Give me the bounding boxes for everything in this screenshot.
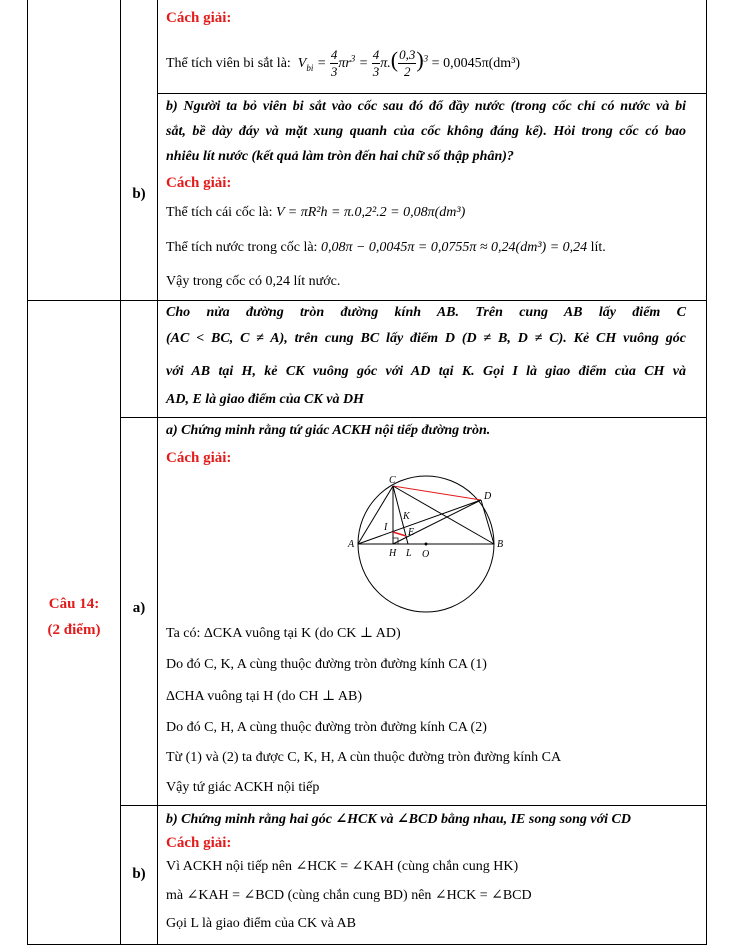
solution-heading: Cách giải: (166, 175, 232, 191)
conclusion-line: Vậy trong cốc có 0,24 lít nước. (166, 274, 341, 289)
solution-heading: Cách giải: (166, 835, 232, 851)
point-label: L (406, 548, 412, 559)
segment-ie (393, 532, 406, 536)
center-point (425, 543, 428, 546)
question-a: a) Chứng minh rằng tứ giác ACKH nội tiếp đường tròn. (166, 423, 491, 438)
point-label: E (408, 527, 415, 538)
part-label-a: a) (132, 600, 146, 616)
point-label: I (384, 522, 388, 533)
point-label: C (389, 475, 396, 486)
point-label: D (484, 491, 492, 502)
proof-b-line-1: Vì ACKH nội tiếp nên ∠HCK = ∠KAH (cùng chắn cung HK) (166, 859, 519, 874)
volume-ball-formula: = 0,0045π(dm³) (431, 56, 521, 71)
proof-a-line-2: Do đó C, K, A cùng thuộc đường tròn đường kính CA (1) (166, 657, 487, 672)
problem-line-3: với AB tại H, kẻ CK vuông góc với AD tại K. Gọi I là giao điểm của CH và (166, 364, 686, 379)
column-divider-2 (157, 0, 158, 944)
solution-table (27, 0, 707, 945)
problem-line-4: AD, E là giao điểm của CK và DH (166, 392, 364, 407)
volume-ball-line (166, 47, 520, 80)
water-volume-line (166, 240, 606, 256)
question-b-line-3: nhiêu lít nước (kết quả làm tròn đến hai chữ số thập phân)? (166, 149, 514, 164)
part-label-b: b) (132, 186, 146, 202)
point-label: O (422, 549, 430, 560)
proof-a-line-5: Từ (1) và (2) ta được C, K, H, A cùn thuộc đường tròn đường kính CA (166, 750, 562, 765)
proof-a-line-3: ΔCHA vuông tại H (do CH ⊥ AB) (166, 689, 363, 704)
point-label: A (348, 539, 355, 550)
segment-hd (393, 500, 481, 544)
cup-volume-text: Thể tích cái cốc là: (166, 205, 273, 220)
row-divider (120, 417, 706, 418)
point-label: K (403, 511, 410, 522)
part-label-b: b) (132, 866, 146, 882)
segment-ac (358, 486, 393, 544)
water-volume-unit: lít. (590, 240, 606, 255)
point-label: B (497, 539, 504, 550)
segment-ad (358, 500, 481, 544)
question-number: Câu 14: (48, 596, 100, 612)
column-divider-1 (120, 0, 121, 944)
question-b-line-1: b) Người ta bỏ viên bi sắt vào cốc sau đó đổ đầy nước (trong cốc chỉ có nước và bi (166, 99, 686, 114)
geometry-figure (338, 472, 538, 622)
water-volume-formula: 0,08π − 0,0045π = 0,0755π ≈ 0,24(dm³) = 0,24 (320, 240, 588, 255)
row-divider (120, 805, 706, 806)
water-volume-text: Thể tích nước trong cốc là: (166, 240, 318, 255)
solution-heading: Cách giải: (166, 450, 232, 466)
proof-b-line-3: Gọi L là giao điểm của CK và AB (166, 916, 356, 931)
proof-a-line-6: Vậy tứ giác ACKH nội tiếp (166, 780, 320, 795)
proof-b-line-2: mà ∠KAH = ∠BCD (cùng chắn cung BD) nên ∠HCK = ∠BCD (166, 888, 532, 903)
question-b: b) Chứng minh rằng hai góc ∠HCK và ∠BCD bằng nhau, IE song song với CD (166, 812, 631, 827)
question-points: (2 điểm) (47, 622, 101, 638)
solution-heading: Cách giải: (166, 10, 232, 26)
proof-a-line-1: Ta có: ΔCKA vuông tại K (do CK ⊥ AD) (166, 626, 401, 641)
volume-ball-text: Thể tích viên bi sắt là: (166, 56, 291, 71)
row-divider (157, 93, 706, 94)
proof-a-line-4: Do đó C, H, A cùng thuộc đường tròn đường kính CA (2) (166, 720, 487, 735)
point-label: H (389, 548, 397, 559)
problem-line-1: Cho nửa đường tròn đường kính AB. Trên cung AB lấy điểm C (166, 305, 686, 320)
cup-volume-formula: V = πR²h = π.0,2².2 = 0,08π(dm³) (276, 205, 466, 220)
problem-line-2: (AC < BC, C ≠ A), trên cung BC lấy điểm D (D ≠ B, D ≠ C). Kẻ CH vuông góc (166, 331, 686, 346)
chord-cd (393, 486, 481, 500)
row-divider (28, 300, 706, 301)
question-b-line-2: sắt, bề dày đáy và mặt xung quanh của cốc không đáng kể). Hỏi trong cốc có bao (166, 124, 686, 139)
cup-volume-line (166, 205, 465, 221)
volume-ball-formula-lhs: $V_{bi}$ = $\frac{4}{3}$ $\pi r^3$ = $\frac{4}{3}$ π.( $\frac{0,3}{2}$ )$^3$ (294, 47, 429, 80)
